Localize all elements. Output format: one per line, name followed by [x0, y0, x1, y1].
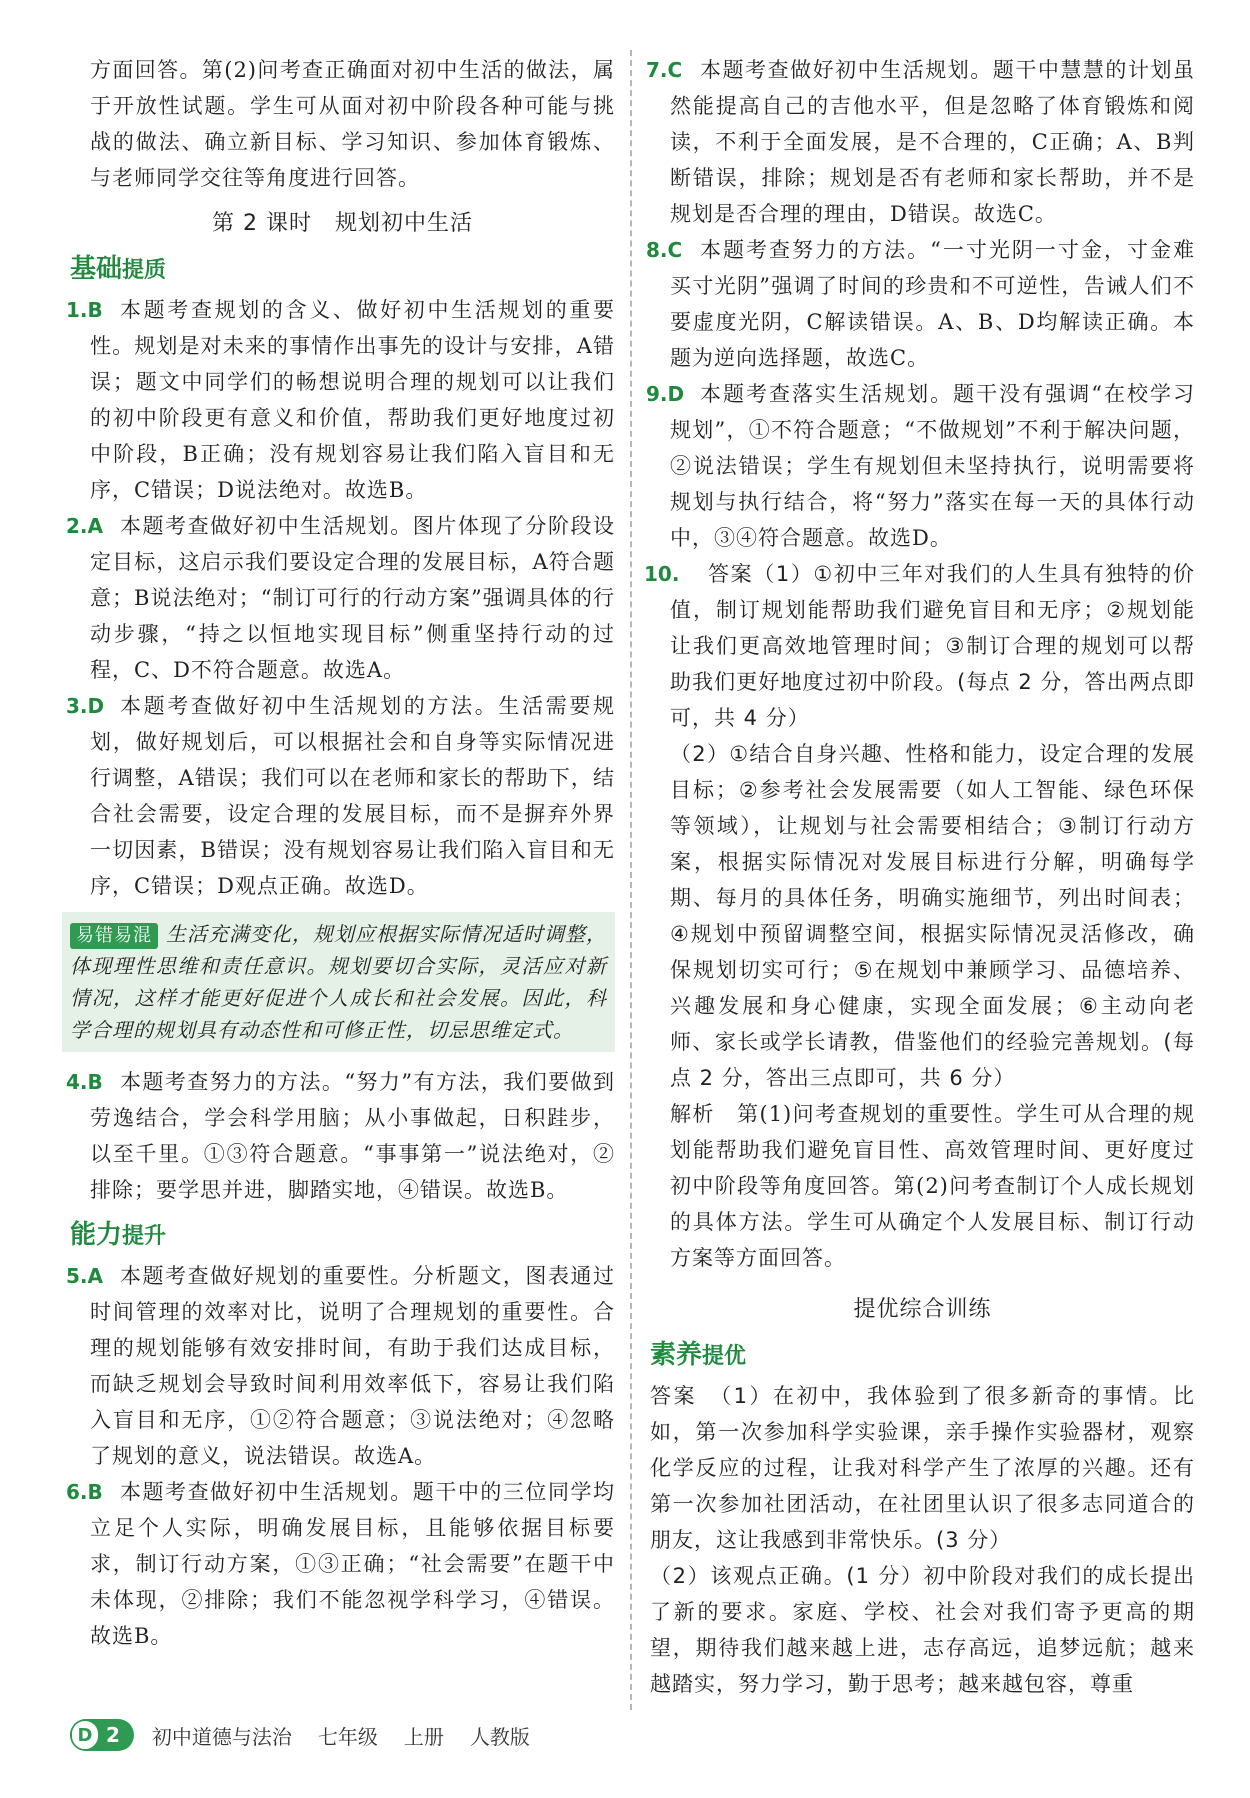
answer-text: 本题考查规划的含义、做好初中生活规划的重要性。规划是对未来的事情作出事先的设计与安排，A错误；题文中同学们的畅想说明合理的规划可以让我们的初中阶段更有意义和价值，帮助我们更好地度过初中阶段，B正确；没有规划容易让我们陷入盲目和无序，C错误；D说法绝对。故选B。: [90, 298, 615, 502]
answer-text: 本题考查努力的方法。“努力”有方法，我们要做到劳逸结合，学会科学用脑；从小事做起，日积跬步，以至千里。①③符合题意。“事事第一”说法绝对，②排除；要学思并进，脚踏实地，④错误。故选B。: [90, 1070, 615, 1202]
answer-item-6: [66, 1474, 615, 1654]
answer-item-9: [646, 376, 1195, 556]
answer-text: 本题考查做好规划的重要性。分析题文，图表通过时间管理的效率对比，说明了合理规划的重要性。合理的规划能够有效安排时间，有助于我们达成目标，而缺乏规划会导致时间利用效率低下，容易让我们陷入盲目和无序，①②符合题意；③说法绝对；④忽略了规划的意义，说法错误。故选A。: [90, 1264, 615, 1468]
question-number: 5.A: [66, 1264, 103, 1288]
analysis-paragraph: 解析 第(1)问考查规划的重要性。学生可从合理的规划能帮助我们避免盲目性、高效管理时间、更好度过初中阶段等角度回答。第(2)问考查制订个人成长规划的具体方法。学生可从确定个人发展目标、制订行动方案等方面回答。: [670, 1102, 1195, 1270]
answer-text: 本题考查落实生活规划。题干没有强调“在校学习规划”，①不符合题意；“不做规划”不利于解决问题，②说法错误；学生有规划但未坚持执行，说明需要将规划与执行结合，将“努力”落实在每一天的具体行动中，③④符合题意。故选D。: [670, 382, 1195, 550]
footer-subject: 初中道德与法治: [151, 1724, 292, 1749]
answer-item-10: [644, 556, 1196, 1276]
question-number: 2.A: [66, 514, 103, 538]
answer-part-1: 答案（1）①初中三年对我们的人生具有独特的价值，制订规划能帮助我们避免盲目和无序；②规划能让我们更高效地管理时间；③制订合理的规划可以帮助我们更好地度过初中阶段。(每点 2 分，答出两点即可，共 4 分）: [670, 562, 1196, 730]
answer-item-3: [66, 688, 615, 904]
tip-badge: 易错易混: [70, 923, 158, 949]
footer-publisher: 人教版: [469, 1724, 530, 1749]
right-column: [644, 52, 1196, 1702]
answer-item-5: [66, 1258, 615, 1474]
question-number: 4.B: [66, 1070, 103, 1094]
page-footer: [70, 1718, 556, 1752]
analysis-label: 解析: [670, 1102, 715, 1126]
question-number: 1.B: [66, 298, 103, 322]
final-answer-part-1: 答案 （1）在初中，我体验到了很多新奇的事情。比如，第一次参加科学实验课，亲手操作实验器材，观察化学反应的过程，让我对科学产生了浓厚的兴趣。还有第一次参加社团活动，在社团里认识了很多志同道合的朋友，这让我感到非常快乐。(3 分）: [650, 1384, 1196, 1552]
answer-text: 本题考查做好初中生活规划的方法。生活需要规划，做好规划后，可以根据社会和自身等实际情况进行调整，A错误；我们可以在老师和家长的帮助下，结合社会需要，设定合理的发展目标，而不是摒弃外界一切因素，B错误；没有规划容易让我们陷入盲目和无序，C错误；D观点正确。故选D。: [90, 694, 615, 898]
answer-label: 答案: [650, 1384, 698, 1408]
question-number: 7.C: [646, 58, 683, 82]
answer-item-4: [66, 1064, 615, 1208]
footer-volume: 上册: [403, 1724, 444, 1749]
lesson-title: 第 2 课时 规划初中生活: [212, 211, 473, 236]
answer-text: 本题考查做好初中生活规划。题干中的三位同学均立足个人实际，明确发展目标，且能够依据目标要求，制订行动方案，①③正确；“社会需要”在题干中未体现，②排除；我们不能忽视学科学习，④错误。故选B。: [90, 1480, 615, 1648]
tip-text: 生活充满变化，规划应根据实际情况适时调整，体现理性思维和责任意识。规划要切合实际，灵活应对新情况，这样才能更好促进个人成长和社会发展。因此，科学合理的规划具有动态性和可修正性，切忌思维定式。: [70, 922, 607, 1042]
section-title: 提优综合训练: [853, 1297, 992, 1322]
answer-item-2: [66, 508, 615, 688]
answer-text: 本题考查做好初中生活规划。题干中慧慧的计划虽然能提高自己的吉他水平，但是忽略了体育锻炼和阅读，不利于全面发展，是不合理的，C正确；A、B判断错误，排除；规划是否有老师和家长帮助，并不是规划是否合理的理由，D错误。故选C。: [670, 58, 1195, 226]
intro-paragraph: 方面回答。第(2)问考查正确面对初中生活的做法，属于开放性试题。学生可从面对初中阶段各种可能与挑战的做法、确立新目标、学习知识、参加体育锻炼、与老师同学交往等角度进行回答。: [90, 58, 615, 190]
answer-item-7: [646, 52, 1195, 232]
tip-box: [62, 912, 615, 1052]
question-number: 10.: [644, 562, 680, 586]
footer-grade: 七年级: [317, 1724, 378, 1749]
left-column: [66, 52, 615, 1654]
question-number: 8.C: [646, 238, 683, 262]
question-number: 9.D: [646, 382, 685, 406]
page-number: 2: [106, 1723, 120, 1747]
column-divider: [630, 50, 632, 1710]
answer-text: 本题考查做好初中生活规划。图片体现了分阶段设定目标，这启示我们要设定合理的发展目标，A符合题意；B说法绝对；“制订可行的行动方案”强调具体的行动步骤，“持之以恒地实现目标”侧重坚持行动的过程，C、D不符合题意。故选A。: [90, 514, 615, 682]
answer-part-2: （2）①结合自身兴趣、性格和能力，设定合理的发展目标；②参考社会发展需要（如人工智能、绿色环保等领域），让规划与社会需要相结合；③制订行动方案，根据实际情况对发展目标进行分解，明确每学期、每月的具体任务，明确实施细节，列出时间表；④规划中预留调整空间，根据实际情况灵活修改，确保规划切实可行；⑤在规划中兼顾学习、品德培养、兴趣发展和身心健康，实现全面发展；⑥主动向老师、家长或学长请教，借鉴他们的经验完善规划。(每点 2 分，答出三点即可，共 6 分）: [670, 742, 1195, 1090]
section-heading-ability: 能力提升: [70, 1220, 167, 1250]
answer-label: 答案: [708, 562, 754, 586]
question-number: 6.B: [66, 1480, 103, 1504]
final-answer-part-2: （2）该观点正确。(1 分）初中阶段对我们的成长提出了新的要求。家庭、学校、社会对我们寄予更高的期望，期待我们越来越上进，志存高远，追梦远航；越来越踏实，努力学习，勤于思考；越来越包容，尊重: [650, 1564, 1195, 1696]
answer-item-1: [66, 292, 615, 508]
question-number: 3.D: [66, 694, 105, 718]
badge-letter: D: [70, 1719, 100, 1751]
page-badge: [70, 1719, 134, 1751]
answer-text: 本题考查努力的方法。“一寸光阴一寸金，寸金难买寸光阴”强调了时间的珍贵和不可逆性，告诫人们不要虚度光阴，C解读错误。A、B、D均解读正确。本题为逆向选择题，故选C。: [670, 238, 1195, 370]
answer-item-8: [646, 232, 1195, 376]
section-heading-literacy: 素养提优: [650, 1340, 747, 1370]
section-heading-basic: 基础提质: [70, 254, 167, 284]
